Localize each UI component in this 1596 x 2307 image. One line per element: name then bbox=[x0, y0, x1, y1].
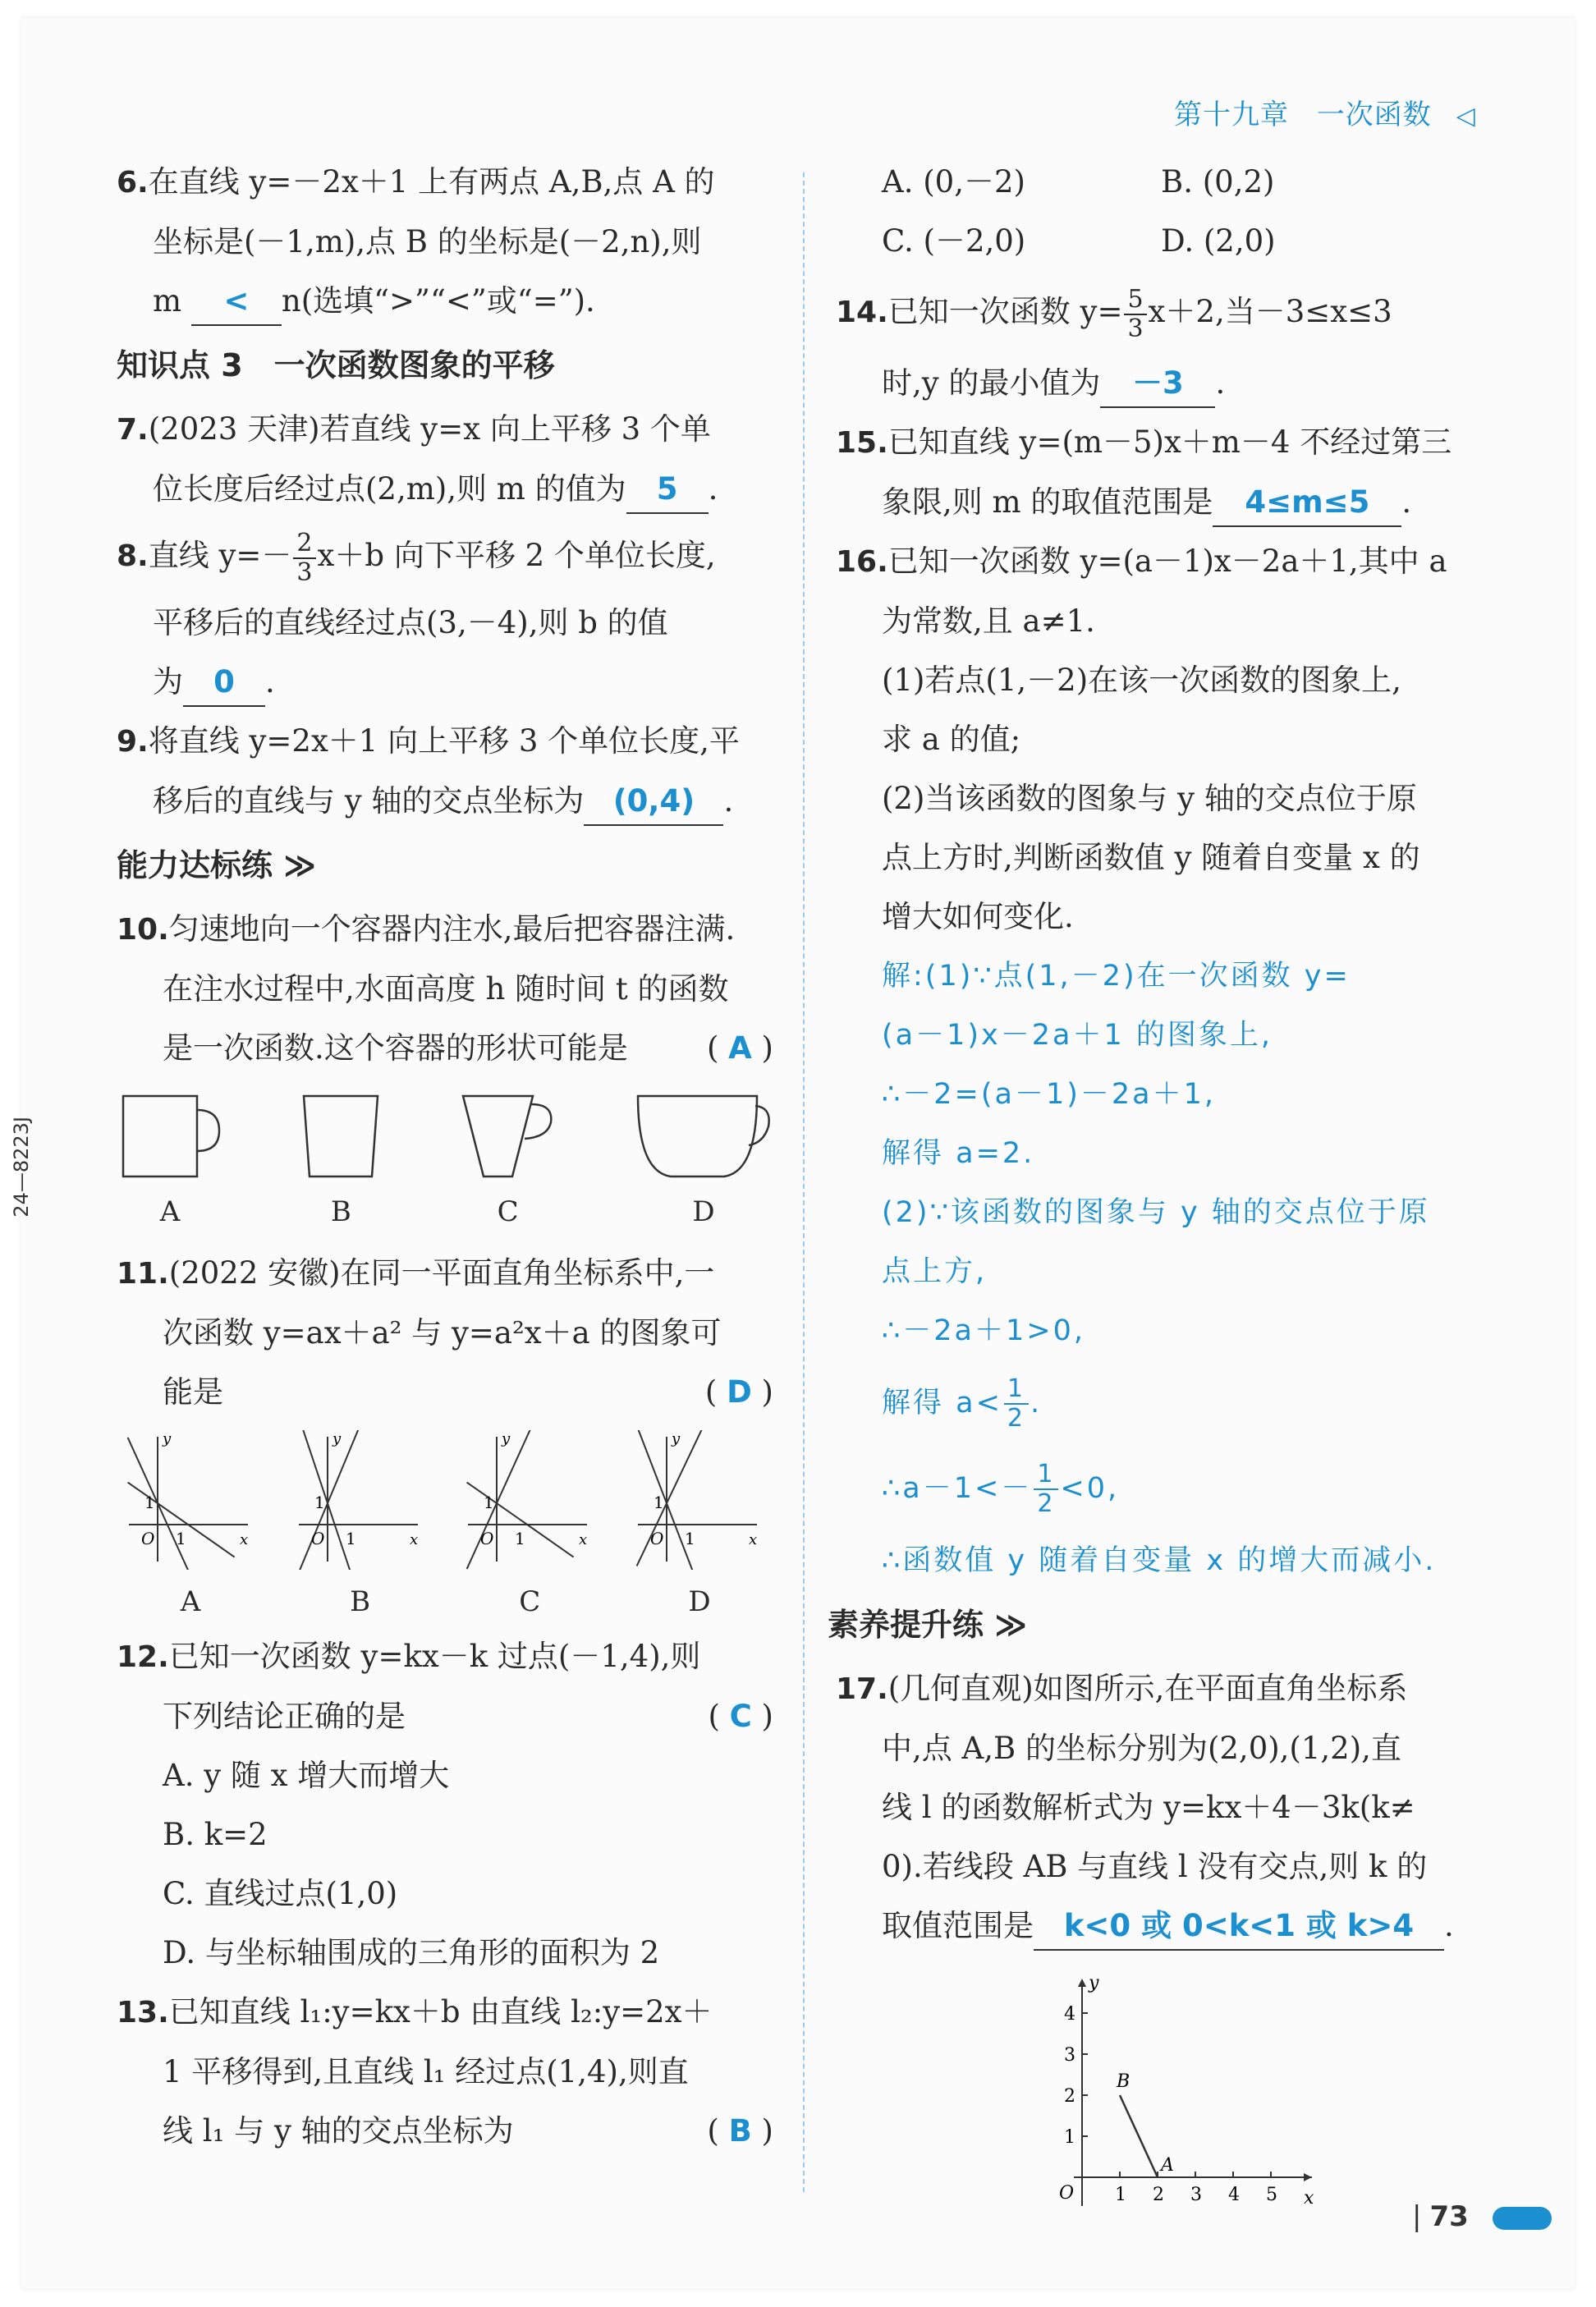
graph-options bbox=[117, 1430, 773, 1622]
x-tick-label: 4 bbox=[1228, 2185, 1240, 2205]
x-axis-label: x bbox=[748, 1531, 758, 1548]
container-c: C bbox=[459, 1089, 557, 1232]
question-12: 12.已知一次函数 y=kx－k 过点(－1,4),则 下列结论正确的是 ( C ) A. y 随 x 增大而增大 B. k=2 C. 直线过点(1,0) D. 与坐标轴围成的三角形的面积为 2 bbox=[117, 1627, 773, 1983]
container-a-shape bbox=[117, 1089, 223, 1180]
answer-15: 4≤m≤5 bbox=[1213, 479, 1401, 527]
side-code: 24—8223J bbox=[10, 1117, 33, 1218]
x-axis-label: x bbox=[240, 1531, 249, 1548]
graph-option-label: C bbox=[519, 1585, 541, 1618]
origin-label: O bbox=[1059, 2183, 1075, 2204]
x-tick-label: 1 bbox=[515, 1529, 526, 1548]
graph-option-b bbox=[295, 1430, 426, 1622]
x-tick-label: 1 bbox=[1115, 2185, 1126, 2205]
x-tick-label: 5 bbox=[1266, 2185, 1277, 2205]
option-13-a: A. (0,－2) bbox=[882, 164, 1025, 200]
option-12-a: A. y 随 x 增大而增大 bbox=[163, 1758, 450, 1793]
y-tick-label: 1 bbox=[653, 1493, 664, 1512]
graph-option-label: B bbox=[350, 1585, 371, 1618]
segment-ab bbox=[1120, 2095, 1158, 2177]
container-b-shape bbox=[300, 1089, 382, 1180]
y-axis-label: y bbox=[332, 1430, 341, 1447]
question-7: 7.(2023 天津)若直线 y=x 向上平移 3 个单 位长度后经过点(2,m),则 m 的值为 5 . bbox=[117, 400, 773, 519]
chapter-title: 一次函数 bbox=[1316, 99, 1432, 131]
fraction-one-half-a: $\frac{1}{2}$ bbox=[1004, 1375, 1029, 1433]
question-16: 16.已知一次函数 y=(a－1)x－2a＋1,其中 a 为常数,且 a≠1. (1)若点(1,－2)在该一次函数的图象上, 求 a 的值; (2)当该函数的图象与 y 轴的交点位于原 点上方时,判断函数值 y 随着自变量 x 的 增大如何变化. bbox=[836, 543, 1447, 934]
container-figures bbox=[117, 1085, 773, 1232]
y-tick-label: 1 bbox=[314, 1493, 325, 1512]
question-8: 8.直线 y=－ $\frac{2}{3}$ x＋b 向下平移 2 个单位长度, 平移后的直线经过点(3,－4),则 b 的值 为 0 . bbox=[117, 519, 773, 712]
section-literacy: 素养提升练 ≫ bbox=[828, 1607, 1028, 1643]
x-axis-label: x bbox=[1304, 2188, 1314, 2208]
options-13-row2 bbox=[836, 212, 1493, 271]
y-axis-label: y bbox=[1089, 1973, 1099, 1993]
origin-label: O bbox=[649, 1529, 664, 1548]
graph-option-d bbox=[634, 1430, 765, 1622]
graph-option-label: D bbox=[688, 1585, 711, 1618]
right-column bbox=[828, 153, 1493, 2230]
graph-option-a bbox=[125, 1430, 256, 1622]
question-15: 15.已知直线 y=(m－5)x＋m－4 不经过第三 象限,则 m 的取值范围是 4≤m≤5 . bbox=[836, 413, 1493, 532]
fraction-five-thirds: $\frac{5}{3}$ bbox=[1124, 286, 1146, 343]
chapter-marker-icon: ◁ bbox=[1456, 102, 1476, 131]
column-divider bbox=[803, 172, 805, 2192]
graph-option-c bbox=[464, 1430, 595, 1622]
option-13-c: C. (－2,0) bbox=[882, 223, 1026, 259]
option-13-b: B. (0,2) bbox=[1161, 164, 1275, 200]
graph-option-label: A bbox=[180, 1585, 201, 1618]
option-12-c: C. 直线过点(1,0) bbox=[163, 1876, 398, 1911]
y-axis-label: y bbox=[502, 1430, 511, 1447]
container-c-shape bbox=[459, 1089, 557, 1180]
x-tick-label: 1 bbox=[684, 1529, 695, 1548]
answer-13: B bbox=[728, 2113, 752, 2149]
graph-option-c-plot bbox=[464, 1430, 595, 1570]
section-ability: 能力达标练 ≫ bbox=[117, 847, 317, 883]
question-6: 6.在直线 y=－2x＋1 上有两点 A,B,点 A 的 坐标是(－1,m),点 B 的坐标是(－2,n),则 m < n(选填“>”“<”或“=”). bbox=[117, 153, 773, 331]
question-11: 11.(2022 安徽)在同一平面直角坐标系中,一 次函数 y=ax＋a² 与 y=a²x＋a 的图象可 能是 ( D ) y x O 1 1 A y x O 1 1 B y x O 1 1 C y x O 1 1 D bbox=[117, 1244, 773, 1622]
question-14: 14.已知一次函数 y= $\frac{5}{3}$ x＋2,当－3≤x≤3 时,y 的最小值为 －3 . bbox=[836, 271, 1493, 413]
graph-option-d-plot bbox=[634, 1430, 765, 1570]
container-d-shape bbox=[634, 1089, 773, 1180]
container-b: B bbox=[300, 1089, 382, 1232]
question-13: 13.已知直线 l₁:y=kx＋b 由直线 l₂:y=2x＋ 1 平移得到,且直线 l₁ 经过点(1,4),则直 线 l₁ 与 y 轴的交点坐标为 ( B ) bbox=[117, 1994, 773, 2149]
origin-label: O bbox=[480, 1529, 494, 1548]
graph-option-b-plot bbox=[295, 1430, 426, 1570]
options-13-row1 bbox=[836, 153, 1493, 212]
point-a-label: A bbox=[1161, 2155, 1174, 2176]
answer-7: 5 bbox=[626, 466, 709, 514]
answer-17: k<0 或 0<k<1 或 k>4 bbox=[1034, 1903, 1444, 1951]
option-12-d: D. 与坐标轴围成的三角形的面积为 2 bbox=[163, 1935, 660, 1970]
option-12-b: B. k=2 bbox=[163, 1817, 268, 1852]
left-column bbox=[117, 153, 773, 2161]
answer-11: D bbox=[727, 1374, 752, 1410]
y-tick-label: 4 bbox=[1064, 2004, 1075, 2025]
container-d: D bbox=[634, 1089, 773, 1232]
chapter-number: 第十九章 bbox=[1174, 99, 1289, 131]
x-axis-arrow-icon bbox=[1304, 2173, 1312, 2181]
y-tick-label: 3 bbox=[1064, 2045, 1075, 2066]
y-tick-label: 1 bbox=[1064, 2127, 1075, 2148]
y-axis-arrow-icon bbox=[1078, 1979, 1086, 1987]
container-a: A bbox=[117, 1089, 223, 1232]
x-axis-label: x bbox=[579, 1531, 588, 1548]
x-tick-label: 1 bbox=[345, 1529, 356, 1548]
section-knowledge-3: 知识点 3 一次函数图象的平移 bbox=[117, 347, 555, 383]
y-tick-label: 1 bbox=[144, 1493, 155, 1512]
y-tick-label: 1 bbox=[484, 1493, 495, 1512]
page-number: | 73 bbox=[1412, 2200, 1469, 2233]
origin-label: O bbox=[141, 1529, 155, 1548]
answer-12: C bbox=[729, 1699, 752, 1734]
x-tick-label: 1 bbox=[176, 1529, 186, 1548]
answer-10: A bbox=[728, 1030, 752, 1066]
fraction-one-half-b: $\frac{1}{2}$ bbox=[1034, 1461, 1058, 1518]
y-axis-label: y bbox=[671, 1430, 681, 1447]
x-axis-label: x bbox=[409, 1531, 418, 1548]
point-b-label: B bbox=[1117, 2071, 1130, 2092]
fraction-two-thirds: $\frac{2}{3}$ bbox=[293, 530, 315, 587]
y-tick-label: 2 bbox=[1064, 2086, 1075, 2107]
option-13-d: D. (2,0) bbox=[1161, 223, 1276, 259]
x-tick-label: 2 bbox=[1153, 2185, 1164, 2205]
page-tab-decoration bbox=[1493, 2207, 1552, 2230]
q17-coordinate-plane bbox=[1041, 1972, 1320, 2210]
graph-option-a-plot bbox=[125, 1430, 256, 1570]
y-axis-label: y bbox=[163, 1430, 172, 1447]
question-17: 17.(几何直观)如图所示,在平面直角坐标系 中,点 A,B 的坐标分别为(2,0),(1,2),直 线 l 的函数解析式为 y=kx＋4－3k(k≠ 0).若线段 AB 与直线 l 没有交点,则 k 的 取值范围是 k<0 或 0<k<1 或 k>4 . 1 2 3 4 5 1 2 3 4 y x O B A bbox=[836, 1659, 1493, 2230]
question-9: 9.将直线 y=2x＋1 向上平移 3 个单位长度,平 移后的直线与 y 轴的交点坐标为 (0,4) . bbox=[117, 712, 773, 831]
answer-6: < bbox=[191, 278, 282, 326]
origin-label: O bbox=[310, 1529, 325, 1548]
x-tick-label: 3 bbox=[1190, 2185, 1202, 2205]
question-10: 10.匀速地向一个容器内注水,最后把容器注满. 在注水过程中,水面高度 h 随时间 t 的函数 是一次函数.这个容器的形状可能是 ( A ) A B C D bbox=[117, 900, 773, 1232]
answer-9: (0,4) bbox=[584, 778, 723, 826]
answer-14: －3 bbox=[1100, 360, 1215, 408]
solution-16: 解:(1)∵点(1,－2)在一次函数 y= (a－1)x－2a＋1 的图象上, ∴－2=(a－1)－2a＋1, 解得 a=2. (2)∵该函数的图象与 y 轴的交点位于原 点上方, ∴－2a＋1>0, 解得 a< $\frac{1}{2}$ . ∴a－1<－ $\frac{1}{2}$ <0, ∴函数值 y 随着自变量 x 的增大而减小. bbox=[882, 960, 1437, 1577]
q17-graph bbox=[836, 1972, 1493, 2230]
answer-8: 0 bbox=[183, 659, 265, 707]
chapter-header bbox=[1174, 92, 1476, 132]
